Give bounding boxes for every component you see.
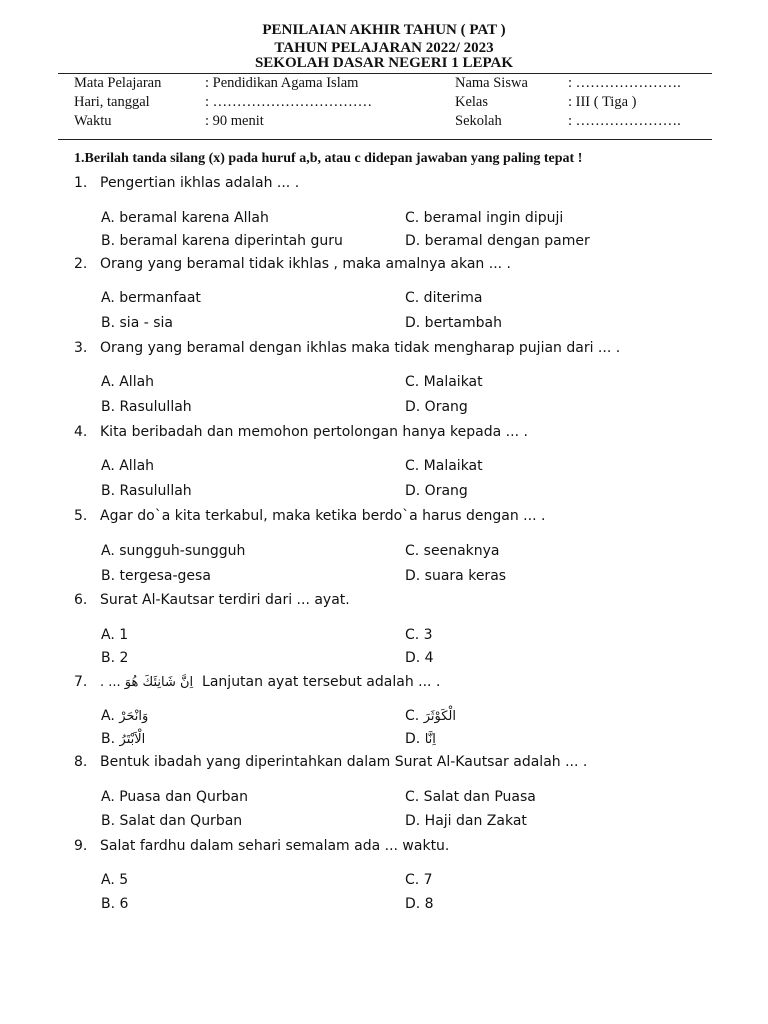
option-arabic-text: وَانْحَرْ [119, 709, 149, 724]
option-b: B. Rasulullah [101, 399, 192, 415]
option-b [101, 731, 145, 747]
option-b: B. 2 [101, 650, 129, 666]
option-d: D. Orang [405, 483, 468, 499]
option-arabic-text: اِنَّا [424, 732, 436, 747]
question-8 [74, 754, 587, 770]
info-subject-value: : Pendidikan Agama Islam [205, 75, 359, 91]
option-b: B. 6 [101, 896, 129, 912]
option-a [101, 708, 148, 724]
option-arabic-text: الْكَوْثَرَ [423, 709, 456, 724]
option-a: A. sungguh-sungguh [101, 543, 246, 559]
info-school-value: : …………………. [568, 113, 681, 129]
option-c: C. 7 [405, 872, 433, 888]
question-number: 4. [74, 424, 88, 440]
option-d: D. 4 [405, 650, 434, 666]
option-a: A. bermanfaat [101, 290, 201, 306]
option-a: A. 5 [101, 872, 129, 888]
question-text: Surat Al-Kautsar terdiri dari ... ayat. [100, 592, 350, 608]
option-d: D. suara keras [405, 568, 507, 584]
question-number: 2. [74, 256, 88, 272]
question-4 [74, 424, 528, 440]
question-text: Salat fardhu dalam sehari semalam ada ... waktu. [100, 838, 450, 854]
info-class-value: : III ( Tiga ) [568, 94, 637, 110]
option-b: B. Salat dan Qurban [101, 813, 243, 829]
question-text: Agar do`a kita terkabul, maka ketika berdo`a harus dengan ... . [100, 508, 546, 524]
option-a: A. Allah [101, 374, 155, 390]
option-d [405, 731, 436, 747]
question-number: 3. [74, 340, 88, 356]
option-d: D. 8 [405, 896, 434, 912]
option-b: B. sia - sia [101, 315, 173, 331]
question-text: Orang yang beramal tidak ikhlas , maka amalnya akan ... . [100, 256, 511, 272]
option-d: D. bertambah [405, 315, 502, 331]
instruction-text: 1.Berilah tanda silang (x) pada huruf a,b, atau c didepan jawaban yang paling tepat ! [74, 151, 583, 166]
option-c: C. Salat dan Puasa [405, 789, 536, 805]
info-student-value: : …………………. [568, 75, 681, 91]
info-subject-label: Mata Pelajaran [74, 75, 162, 91]
option-c: C. 3 [405, 627, 433, 643]
option-d: D. Haji dan Zakat [405, 813, 527, 829]
option-c: C. diterima [405, 290, 483, 306]
question-6 [74, 592, 350, 608]
question-1 [74, 175, 299, 191]
option-letter: C. [405, 708, 420, 724]
option-a: A. beramal karena Allah [101, 210, 269, 226]
question-arabic-verse: اِنَّ شَانِئَكَ هُوَ ... . [100, 675, 194, 690]
option-arabic-text: الْاَبْتَرُ [119, 732, 146, 747]
option-letter: A. [101, 708, 115, 724]
info-time-value: : 90 menit [205, 113, 264, 129]
exam-title: PENILAIAN AKHIR TAHUN ( PAT ) [262, 22, 506, 38]
school-name: SEKOLAH DASAR NEGERI 1 LEPAK [254, 55, 514, 71]
question-number: 8. [74, 754, 88, 770]
info-date-value: : …………………………… [205, 94, 373, 110]
option-c: C. Malaikat [405, 458, 483, 474]
question-text: Bentuk ibadah yang diperintahkan dalam Surat Al-Kautsar adalah ... . [100, 754, 588, 770]
question-7 [74, 674, 440, 690]
option-c [405, 708, 456, 724]
top-divider [58, 73, 712, 74]
academic-year: TAHUN PELAJARAN 2022/ 2023 [274, 40, 494, 56]
question-text: Pengertian ikhlas adalah ... . [100, 175, 300, 191]
option-b: B. beramal karena diperintah guru [101, 233, 343, 249]
option-a: A. Allah [101, 458, 155, 474]
question-number: 7. [74, 674, 88, 690]
bottom-divider [58, 139, 712, 140]
info-time-label: Waktu [74, 113, 112, 129]
option-b: B. tergesa-gesa [101, 568, 211, 584]
option-a: A. 1 [101, 627, 129, 643]
option-b: B. Rasulullah [101, 483, 192, 499]
question-text: Lanjutan ayat tersebut adalah ... . [202, 674, 441, 690]
question-number: 5. [74, 508, 88, 524]
option-letter: D. [405, 731, 421, 747]
question-3 [74, 340, 620, 356]
question-text: Kita beribadah dan memohon pertolongan hanya kepada ... . [100, 424, 528, 440]
info-student-label: Nama Siswa [455, 75, 528, 91]
option-d: D. Orang [405, 399, 468, 415]
option-d: D. beramal dengan pamer [405, 233, 590, 249]
option-c: C. Malaikat [405, 374, 483, 390]
question-number: 1. [74, 175, 88, 191]
question-9 [74, 838, 449, 854]
info-class-label: Kelas [455, 94, 489, 110]
question-number: 9. [74, 838, 88, 854]
question-5 [74, 508, 545, 524]
option-a: A. Puasa dan Qurban [101, 789, 248, 805]
option-c: C. seenaknya [405, 543, 500, 559]
question-2 [74, 256, 511, 272]
info-date-label: Hari, tanggal [74, 94, 150, 110]
question-number: 6. [74, 592, 88, 608]
option-c: C. beramal ingin dipuji [405, 210, 564, 226]
option-letter: B. [101, 731, 116, 747]
question-text: Orang yang beramal dengan ikhlas maka tidak mengharap pujian dari ... . [100, 340, 621, 356]
info-school-label: Sekolah [455, 113, 502, 129]
